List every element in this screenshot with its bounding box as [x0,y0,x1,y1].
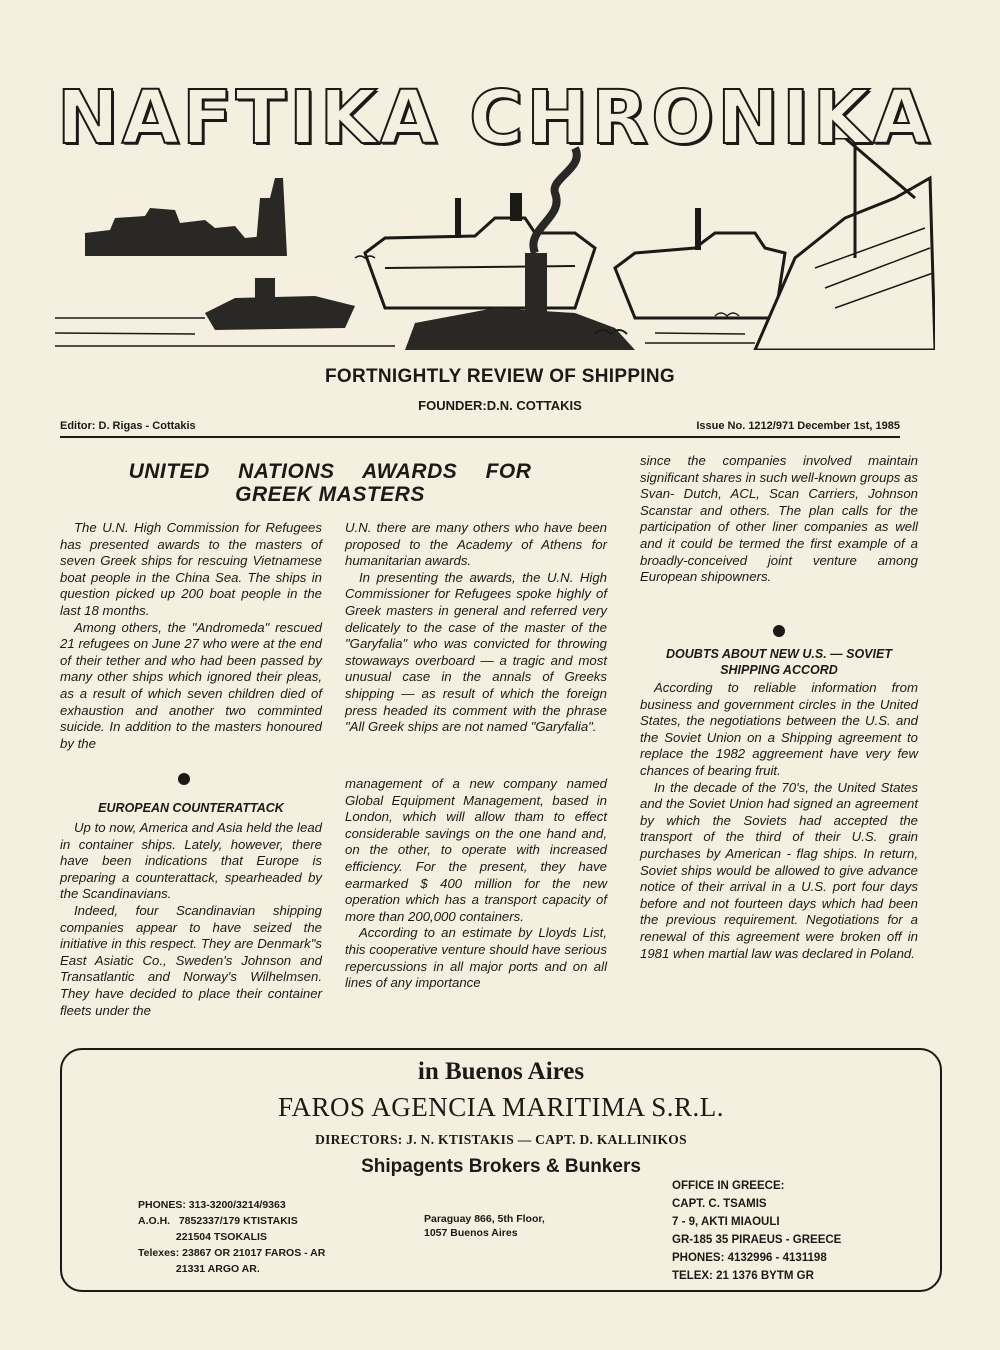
founder-line: FOUNDER:D.N. COTTAKIS [418,398,582,413]
paragraph: According to reliable information from business and government circles in the United States, the negotiations between the U.S. and the Soviet Union on a Shipping agreement to replace the 1982 aggreement have very few chances of bearing fruit. [640,680,918,778]
ad-services: Shipagents Brokers & Bunkers [361,1156,641,1177]
paragraph: Among others, the "Andromeda" rescued 21 refugees on June 27 who were at the end of their tether and who had been passed by many other ships which ignored their pleas, as a result of which seven children died of exhaustion and another two comminted suicide. In addition to the masters honoured by the [60,619,322,751]
ad-phone-line: PHONES: 313-3200/3214/9363 [138,1199,286,1211]
us-headline-line-2: SHIPPING ACCORD [720,663,838,677]
ad-address-block [424,1212,545,1240]
ad-phone-line: A.O.H. 7852337/179 KTISTAKIS [138,1215,298,1227]
euro-article-column-1 [60,800,322,1019]
un-article-column-2 [345,520,607,736]
paragraph: In presenting the awards, the U.N. High Commissioner for Refugees spoke highly of Greek masters in general and referred very delicately to the case of the master of the "Garyfalia" who was convicted for throwing stowaways overboard — a tragic and most unusual case in the annals of Greeks shipping — as result of which the foreign press headed its comment with the phrase "All Greek ships are not named "Garyfalia". [345,569,607,735]
section-bullet [178,773,190,785]
ad-office-line: OFFICE IN GREECE: [672,1180,785,1192]
ad-phone-line: 221504 TSOKALIS [138,1231,267,1243]
ad-office-line: PHONES: 4132996 - 4131198 [672,1252,827,1264]
headline-line-2: GREEK MASTERS [235,483,425,506]
ad-office-line: GR-185 35 PIRAEUS - GREECE [672,1234,842,1246]
headline-line-1: UNITED NATIONS AWARDS FOR [128,460,532,483]
ad-office-line: CAPT. C. TSAMIS [672,1198,767,1210]
un-awards-headline [60,460,600,506]
euro-article-column-3 [640,453,918,586]
ad-city: in Buenos Aires [417,1058,585,1085]
euro-headline: EUROPEAN COUNTERATTACK [98,801,284,815]
masthead [55,75,935,350]
paragraph: In the decade of the 70's, the United States and the Soviet Union had signed an agreement by which the Soviets had accepted the transport of the third of their U.S. grain purchases by American - flag ships. In return, Soviet ships would be allowed to give advance notice of their arrival in a U.S. port four days before and not fourteen days which had been the previous requirement. Negotiations for a renewal of this agreement were broken off in 1981 when martial law was declared in Poland. [640,779,918,961]
ad-phone-line: 21331 ARGO AR. [138,1263,260,1275]
ad-address-line: 1057 Buenos Aires [424,1227,518,1239]
us-headline [640,646,918,678]
ad-phone-line: Telexes: 23867 OR 21017 FAROS - AR [138,1247,326,1259]
paragraph: since the companies involved maintain significant shares in such well-known groups as Svan- Dutch, ACL, Scan Carriers, Johnson Scanstar and others. The plan calls for the participation of other liner companies as well and it could be termed the first example of a broadly-conceived joint venture among European shipowners. [640,453,918,585]
us-article [640,646,918,962]
editor-issue-bar [60,420,900,438]
ad-greece-office [672,1177,841,1285]
masthead-title: NAFTIKA CHRONIKA [56,75,934,161]
ad-office-line: TELEX: 21 1376 BYTM GR [672,1270,814,1282]
us-headline-line-1: DOUBTS ABOUT NEW U.S. — SOVIET [666,647,892,661]
faros-advertisement [60,1048,942,1292]
section-bullet [773,625,785,637]
ad-company-name: FAROS AGENCIA MARITIMA S.R.L. [277,1092,725,1122]
ad-directors: DIRECTORS: J. N. KTISTAKIS — CAPT. D. KALLINIKOS [315,1132,687,1147]
publication-subtitle: FORTNIGHTLY REVIEW OF SHIPPING [325,366,675,387]
paragraph: U.N. there are many others who have been proposed to the Academy of Athens for humanitarian awards. [345,520,607,569]
euro-article-column-2 [345,776,607,992]
paragraph: management of a new company named Global Equipment Management, based in London, which will allow tham to effect considerable savings on the one hand and, on the other, to operate with increased efficiency. For the present, they have earmarked $ 400 million for the new operation which has a transport capacity of more than 200,000 containers. [345,776,607,924]
editor-credit: Editor: D. Rigas - Cottakis [60,420,196,432]
paragraph: According to an estimate by Lloyds List, this cooperative venture should have serious repercussions in all major ports and on all lines of any importance [345,925,607,991]
un-article-column-1 [60,520,322,752]
paragraph: The U.N. High Commission for Refugees has presented awards to the masters of seven Greek ships for rescuing Vietnamese boat people in the China Sea. The ships in question picked up 200 boat people in the last 18 months. [60,520,322,618]
ad-office-line: 7 - 9, AKTI MIAOULI [672,1216,780,1228]
paragraph: Indeed, four Scandinavian shipping companies appear to have seized the initiative in this respect. They are Denmark"s East Asiatic Co., Sweden's Johnson and Transatlantic and Norway's Wilhelmsen. They have decided to place their container fleets under the [60,902,322,1018]
issue-info: Issue No. 1212/971 December 1st, 1985 [696,420,900,432]
harbor-illustration [55,138,935,350]
ad-phone-block [138,1197,325,1277]
paragraph: Up to now, America and Asia held the lead in container ships. Lately, however, there have been indications that Europe is preparing a counterattack, spearheaded by the Scandinavians. [60,820,322,902]
ad-address-line: Paraguay 866, 5th Floor, [424,1213,545,1225]
